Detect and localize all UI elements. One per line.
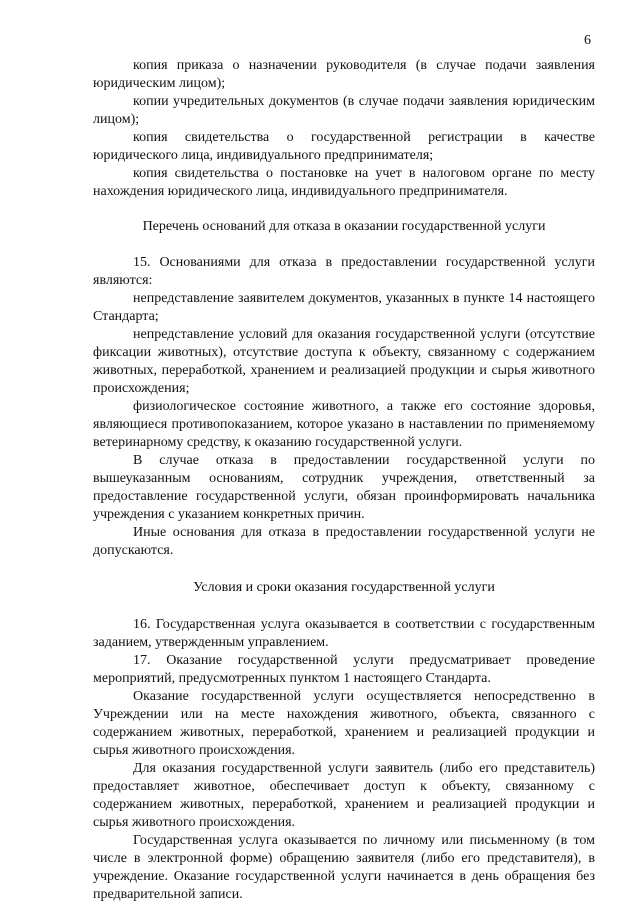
paragraph: В случае отказа в предоставлении государственной услуги по вышеуказанным основаниям, сотрудник учреждения, ответственный за предоставление государственной услуги, обязан проинформировать начальника учреждения с указанием конкретных причин. xyxy=(93,453,595,522)
paragraph: Для оказания государственной услуги заявитель (либо его представитель) предоставляет животное, обеспечивает доступ к объекту, связанному с содержанием животных, переработкой, хранением и реализацией продукции и сырья животного происхождения. xyxy=(93,761,595,830)
paragraph: Государственная услуга оказывается по личному или письменному (в том числе в электронной форме) обращению заявителя (либо его представителя), в учреждение. Оказание государственной услуги начинается в день обращения без предварительной записи. xyxy=(93,833,595,902)
paragraph: 17. Оказание государственной услуги предусматривает проведение мероприятий, предусмотренных пунктом 1 настоящего Стандарта. xyxy=(93,653,595,686)
paragraph: непредставление заявителем документов, указанных в пункте 14 настоящего Стандарта; xyxy=(93,291,595,324)
paragraph: Иные основания для отказа в предоставлении государственной услуги не допускаются. xyxy=(93,525,595,558)
paragraph: Оказание государственной услуги осуществляется непосредственно в Учреждении или на месте нахождения животного, объекта, связанного с содержанием животных, переработкой, хранением и реализацией продукции и сырья животного происхождения. xyxy=(93,689,595,758)
document-body xyxy=(93,57,595,904)
paragraph-list-item: копия свидетельства о государственной регистрации в качестве юридического лица, индивидуального предпринимателя; xyxy=(93,130,595,163)
paragraph: 16. Государственная услуга оказывается в соответствии с государственным заданием, утвержденным управлением. xyxy=(93,617,595,650)
paragraph-list-item: копии учредительных документов (в случае подачи заявления юридическим лицом); xyxy=(93,94,595,127)
paragraph: физиологическое состояние животного, а также его состояние здоровья, являющиеся противопоказанием, которое указано в наставлении по применяемому ветеринарному средству, к оказанию государственной услуги. xyxy=(93,399,595,450)
section-heading-conditions-terms: Условия и сроки оказания государственной услуги xyxy=(193,580,495,595)
paragraph: 15. Основаниями для отказа в предоставлении государственной услуги являются: xyxy=(93,255,595,288)
paragraph-list-item: копия приказа о назначении руководителя (в случае подачи заявления юридическим лицом); xyxy=(93,58,595,91)
paragraph: непредставление условий для оказания государственной услуги (отсутствие фиксации животных), отсутствие доступа к объекту, связанному с содержанием животных, переработкой, хранением и реализацией продукции и сырья животного происхождения; xyxy=(93,327,595,396)
paragraph-list-item: копия свидетельства о постановке на учет в налоговом органе по месту нахождения юридического лица, индивидуального предпринимателя. xyxy=(93,166,595,199)
section-heading-refusal-grounds: Перечень оснований для отказа в оказании государственной услуги xyxy=(142,219,546,234)
page-number: 6 xyxy=(584,33,591,48)
